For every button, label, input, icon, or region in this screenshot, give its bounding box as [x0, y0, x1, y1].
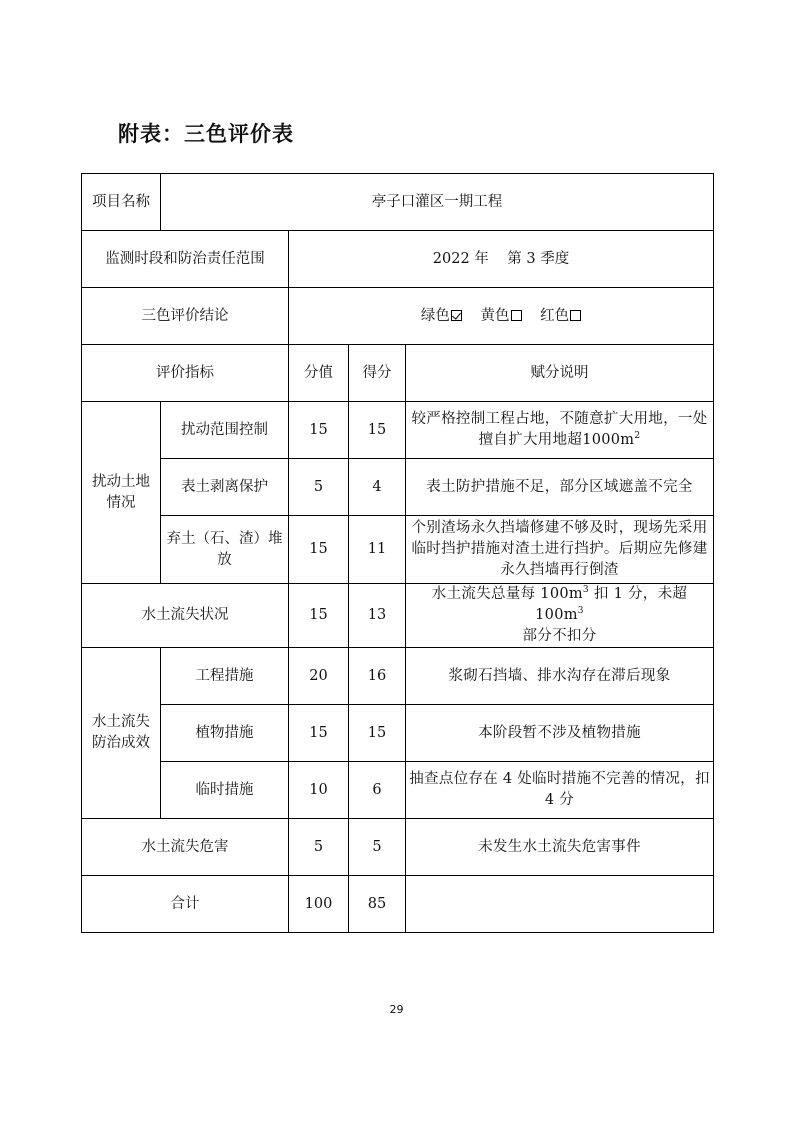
row-desc-value: 1000m — [582, 432, 635, 448]
row-desc: 本阶段暂不涉及植物措施 — [406, 705, 714, 762]
row-score: 5 — [289, 459, 349, 516]
row-desc — [406, 402, 714, 459]
period-quarter-prefix: 第 — [507, 250, 522, 267]
row-desc-sup: 2 — [634, 431, 641, 442]
row-score: 15 — [289, 516, 349, 584]
period-label: 监测时段和防治责任范围 — [82, 231, 289, 288]
table-row — [82, 762, 714, 819]
total-desc — [406, 876, 714, 933]
green-label: 绿色 — [420, 307, 450, 324]
table-row — [82, 584, 714, 648]
header-obtained: 得分 — [349, 345, 406, 402]
table-row — [82, 402, 714, 459]
row-desc-sup-a: 3 — [582, 585, 589, 596]
row-desc-part-b: 扣 1 分，未超 100m — [535, 586, 688, 623]
conclusion-red — [540, 308, 581, 324]
group-disturbance: 扰动土地情况 — [82, 402, 161, 584]
row-score: 15 — [289, 705, 349, 762]
three-color-evaluation-table — [81, 173, 714, 933]
row-name: 扰动范围控制 — [161, 402, 289, 459]
total-score: 100 — [289, 876, 349, 933]
row-obtained: 15 — [349, 402, 406, 459]
table-row — [82, 705, 714, 762]
row-name: 临时措施 — [161, 762, 289, 819]
row-name: 水土流失危害 — [82, 819, 289, 876]
row-desc-part-c: 部分不扣分 — [522, 628, 597, 644]
red-checkbox[interactable] — [570, 310, 581, 321]
row-score: 15 — [289, 584, 349, 648]
row-name: 工程措施 — [161, 648, 289, 705]
row-desc: 个别渣场永久挡墙修建不够及时，现场先采用临时挡护措施对渣土进行挡护。后期应先修建永久挡墙再行倒渣 — [406, 516, 714, 584]
row-desc — [406, 584, 714, 648]
row-desc-part-a: 水土流失总量每 100m — [431, 586, 583, 602]
header-score: 分值 — [289, 345, 349, 402]
row-obtained: 11 — [349, 516, 406, 584]
table-row — [82, 819, 714, 876]
header-explanation: 赋分说明 — [406, 345, 714, 402]
row-obtained: 4 — [349, 459, 406, 516]
row-name: 表土剥离保护 — [161, 459, 289, 516]
table-row — [82, 516, 714, 584]
conclusion-yellow — [481, 308, 522, 324]
conclusion-label: 三色评价结论 — [82, 288, 289, 345]
period-row — [82, 231, 714, 288]
conclusion-options — [289, 288, 714, 345]
row-name: 植物措施 — [161, 705, 289, 762]
yellow-checkbox[interactable] — [511, 310, 522, 321]
row-name: 弃土（石、渣）堆放 — [161, 516, 289, 584]
yellow-label: 黄色 — [480, 307, 510, 324]
period-quarter: 3 — [526, 250, 536, 267]
row-obtained: 6 — [349, 762, 406, 819]
row-desc: 抽查点位存在 4 处临时措施不完善的情况，扣 4 分 — [406, 762, 714, 819]
project-name: 亭子口灌区一期工程 — [161, 174, 714, 231]
row-name: 水土流失状况 — [82, 584, 289, 648]
conclusion-row — [82, 288, 714, 345]
green-checkbox[interactable] — [451, 310, 462, 321]
row-score: 5 — [289, 819, 349, 876]
header-indicator: 评价指标 — [82, 345, 289, 402]
period-year: 2022 — [432, 250, 470, 267]
period-quarter-unit: 季度 — [540, 250, 570, 267]
period-year-unit: 年 — [474, 250, 489, 267]
row-score: 20 — [289, 648, 349, 705]
row-desc-text: 较严格控制工程占地，不随意扩大用地，一处擅自扩大用地超 — [411, 411, 708, 448]
row-score: 10 — [289, 762, 349, 819]
row-obtained: 16 — [349, 648, 406, 705]
group-prevention: 水土流失防治成效 — [82, 648, 161, 819]
row-desc: 未发生水土流失危害事件 — [406, 819, 714, 876]
total-obtained: 85 — [349, 876, 406, 933]
row-desc: 浆砌石挡墙、排水沟存在滞后现象 — [406, 648, 714, 705]
row-score: 15 — [289, 402, 349, 459]
row-obtained: 13 — [349, 584, 406, 648]
total-row — [82, 876, 714, 933]
row-obtained: 5 — [349, 819, 406, 876]
row-desc-sup-b: 3 — [577, 606, 584, 617]
project-label: 项目名称 — [82, 174, 161, 231]
row-obtained: 15 — [349, 705, 406, 762]
header-row — [82, 345, 714, 402]
project-row — [82, 174, 714, 231]
total-label: 合计 — [82, 876, 289, 933]
page-number: 29 — [389, 1003, 404, 1016]
red-label: 红色 — [540, 307, 570, 324]
row-desc: 表土防护措施不足，部分区域遮盖不完全 — [406, 459, 714, 516]
table-row — [82, 459, 714, 516]
conclusion-green — [421, 308, 462, 324]
period-value — [289, 231, 714, 288]
table-row — [82, 648, 714, 705]
document-title: 附表：三色评价表 — [118, 122, 294, 146]
